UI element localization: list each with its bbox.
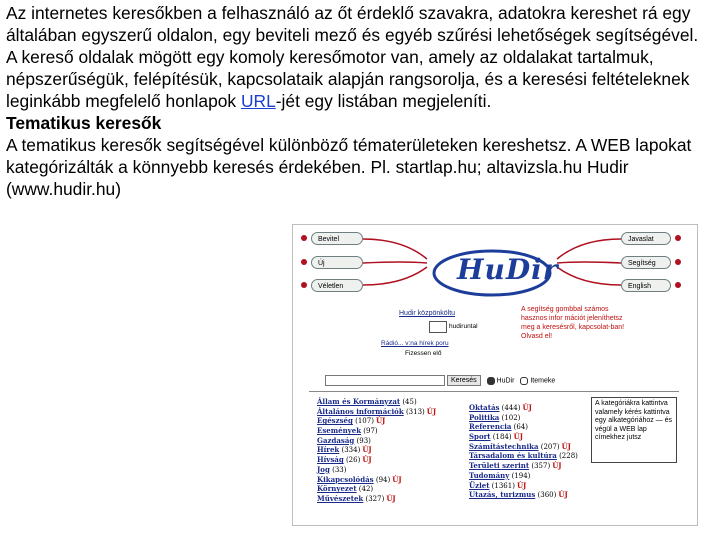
category-item[interactable]: Számítástechnika (207) ÚJ <box>469 441 571 451</box>
url-link[interactable]: URL <box>240 91 276 111</box>
sponsor-text: hudiruntal <box>449 323 478 330</box>
engine-text-end: -jét egy listában megjeleníti. <box>275 91 492 111</box>
radio-itemeke[interactable] <box>520 377 528 385</box>
nav-button-english[interactable]: English <box>621 279 671 292</box>
bullet-icon <box>301 282 307 288</box>
category-list-right <box>469 403 580 500</box>
bullet-icon <box>301 259 307 265</box>
category-item[interactable]: Hírek (334) ÚJ <box>317 445 372 455</box>
help-note: A segítség gombbal számos hasznos infor mációt jeleníthetsz meg a keresésről, kapcsolat-ban! Olvasd el! <box>521 306 625 340</box>
category-item[interactable]: Utazás, turizmus (360) ÚJ <box>469 490 568 500</box>
slide-text <box>6 2 714 200</box>
category-item[interactable]: Politika (102) <box>469 412 521 422</box>
sponsor-logo-icon <box>429 321 447 333</box>
engine-text-start: A kereső oldalak mögött egy komoly keresőmotor van, amely az oldalakat tartalmuk, népszerűségük, felépítésük, kapcsolataik alapján rangsorolja, és a keresési feltételeknek leginkább megfelelő honlapok <box>6 47 690 111</box>
search-row <box>325 375 555 386</box>
category-item[interactable]: Sport (184) ÚJ <box>469 432 524 442</box>
nav-button-javaslat[interactable]: Javaslat <box>621 232 671 245</box>
category-item[interactable]: Területi szerint (357) ÚJ <box>469 461 562 471</box>
nav-button-uj[interactable]: Új <box>311 256 363 269</box>
hudir-logo[interactable] <box>427 243 557 303</box>
category-item[interactable]: Egészség (107) ÚJ <box>317 416 386 426</box>
category-item[interactable]: Hívság (26) ÚJ <box>317 455 372 465</box>
search-button[interactable]: Keresés <box>447 375 481 386</box>
category-item[interactable]: Általános információk (313) ÚJ <box>317 406 437 416</box>
nav-button-veletlen[interactable]: Véletlen <box>311 279 363 292</box>
paragraph-engine <box>6 46 714 112</box>
paragraph-tematikus: A tematikus keresők segítségével különböző tématerületeken kereshetsz. A WEB lapokat kategórizálták a könnyebb keresés érdekében. Pl. startlap.hu; altavizsla.hu Hudir (www.hudir.hu) <box>6 135 692 199</box>
nav-button-bevitel[interactable]: Bevitel <box>311 232 363 245</box>
category-item[interactable]: Társadalom és kultúra (228) <box>469 451 578 461</box>
bullet-icon <box>675 282 681 288</box>
radio-hudir-label: HuDir <box>496 377 515 385</box>
category-note: A kategóriákra kattintva valamely kérés kattintva egy alkategóriához — és végül a WEB lap címekhez jutsz <box>591 397 677 463</box>
bullet-icon <box>675 259 681 265</box>
category-item[interactable]: Referencia (64) <box>469 422 529 432</box>
category-item[interactable]: Művészetek (327) ÚJ <box>317 493 396 503</box>
category-item[interactable]: Üzlet (1361) ÚJ <box>469 480 527 490</box>
search-input[interactable] <box>325 375 445 386</box>
hudir-screenshot <box>292 224 698 526</box>
connector-lines-right <box>551 233 621 293</box>
paragraph-intro: Az internetes keresőkben a felhasználó az őt érdeklő szavakra, adatokra kereshet rá egy általában egyszerű oldalon, egy beviteli mező és egyéb szűrési lehetőségek segítségével. <box>6 3 699 45</box>
category-item[interactable]: Állam és Kormányzat (45) <box>317 397 417 406</box>
radio-hudir[interactable] <box>487 377 495 385</box>
category-item[interactable]: Események (97) <box>317 426 378 436</box>
connector-lines <box>363 233 433 293</box>
category-item[interactable]: Kikapcsolódás (94) ÚJ <box>317 474 402 484</box>
logo-caption-link[interactable]: Hudir közpönköltu <box>399 310 456 317</box>
nav-button-segitseg[interactable]: Segítség <box>621 256 671 269</box>
heading-tematikus: Tematikus keresők <box>6 113 162 133</box>
category-list-left <box>317 397 436 504</box>
bullet-icon <box>301 235 307 241</box>
category-item[interactable]: Oktatás (444) ÚJ <box>469 403 532 412</box>
radio-itemeke-label: Itemeke <box>530 377 556 385</box>
subscribe-text: Fizessen elő <box>405 350 442 357</box>
category-item[interactable]: Gazdaság (93) <box>317 435 371 445</box>
logo-text: HuDir <box>457 253 559 286</box>
radio-news-link[interactable]: Rádió... v:na hírek poru <box>381 340 449 347</box>
category-item[interactable]: Tudomány (194) <box>469 470 531 480</box>
bullet-icon <box>675 235 681 241</box>
category-item[interactable]: Környezet (42) <box>317 484 374 494</box>
category-item[interactable]: Jog (33) <box>317 464 347 474</box>
divider <box>309 391 679 392</box>
